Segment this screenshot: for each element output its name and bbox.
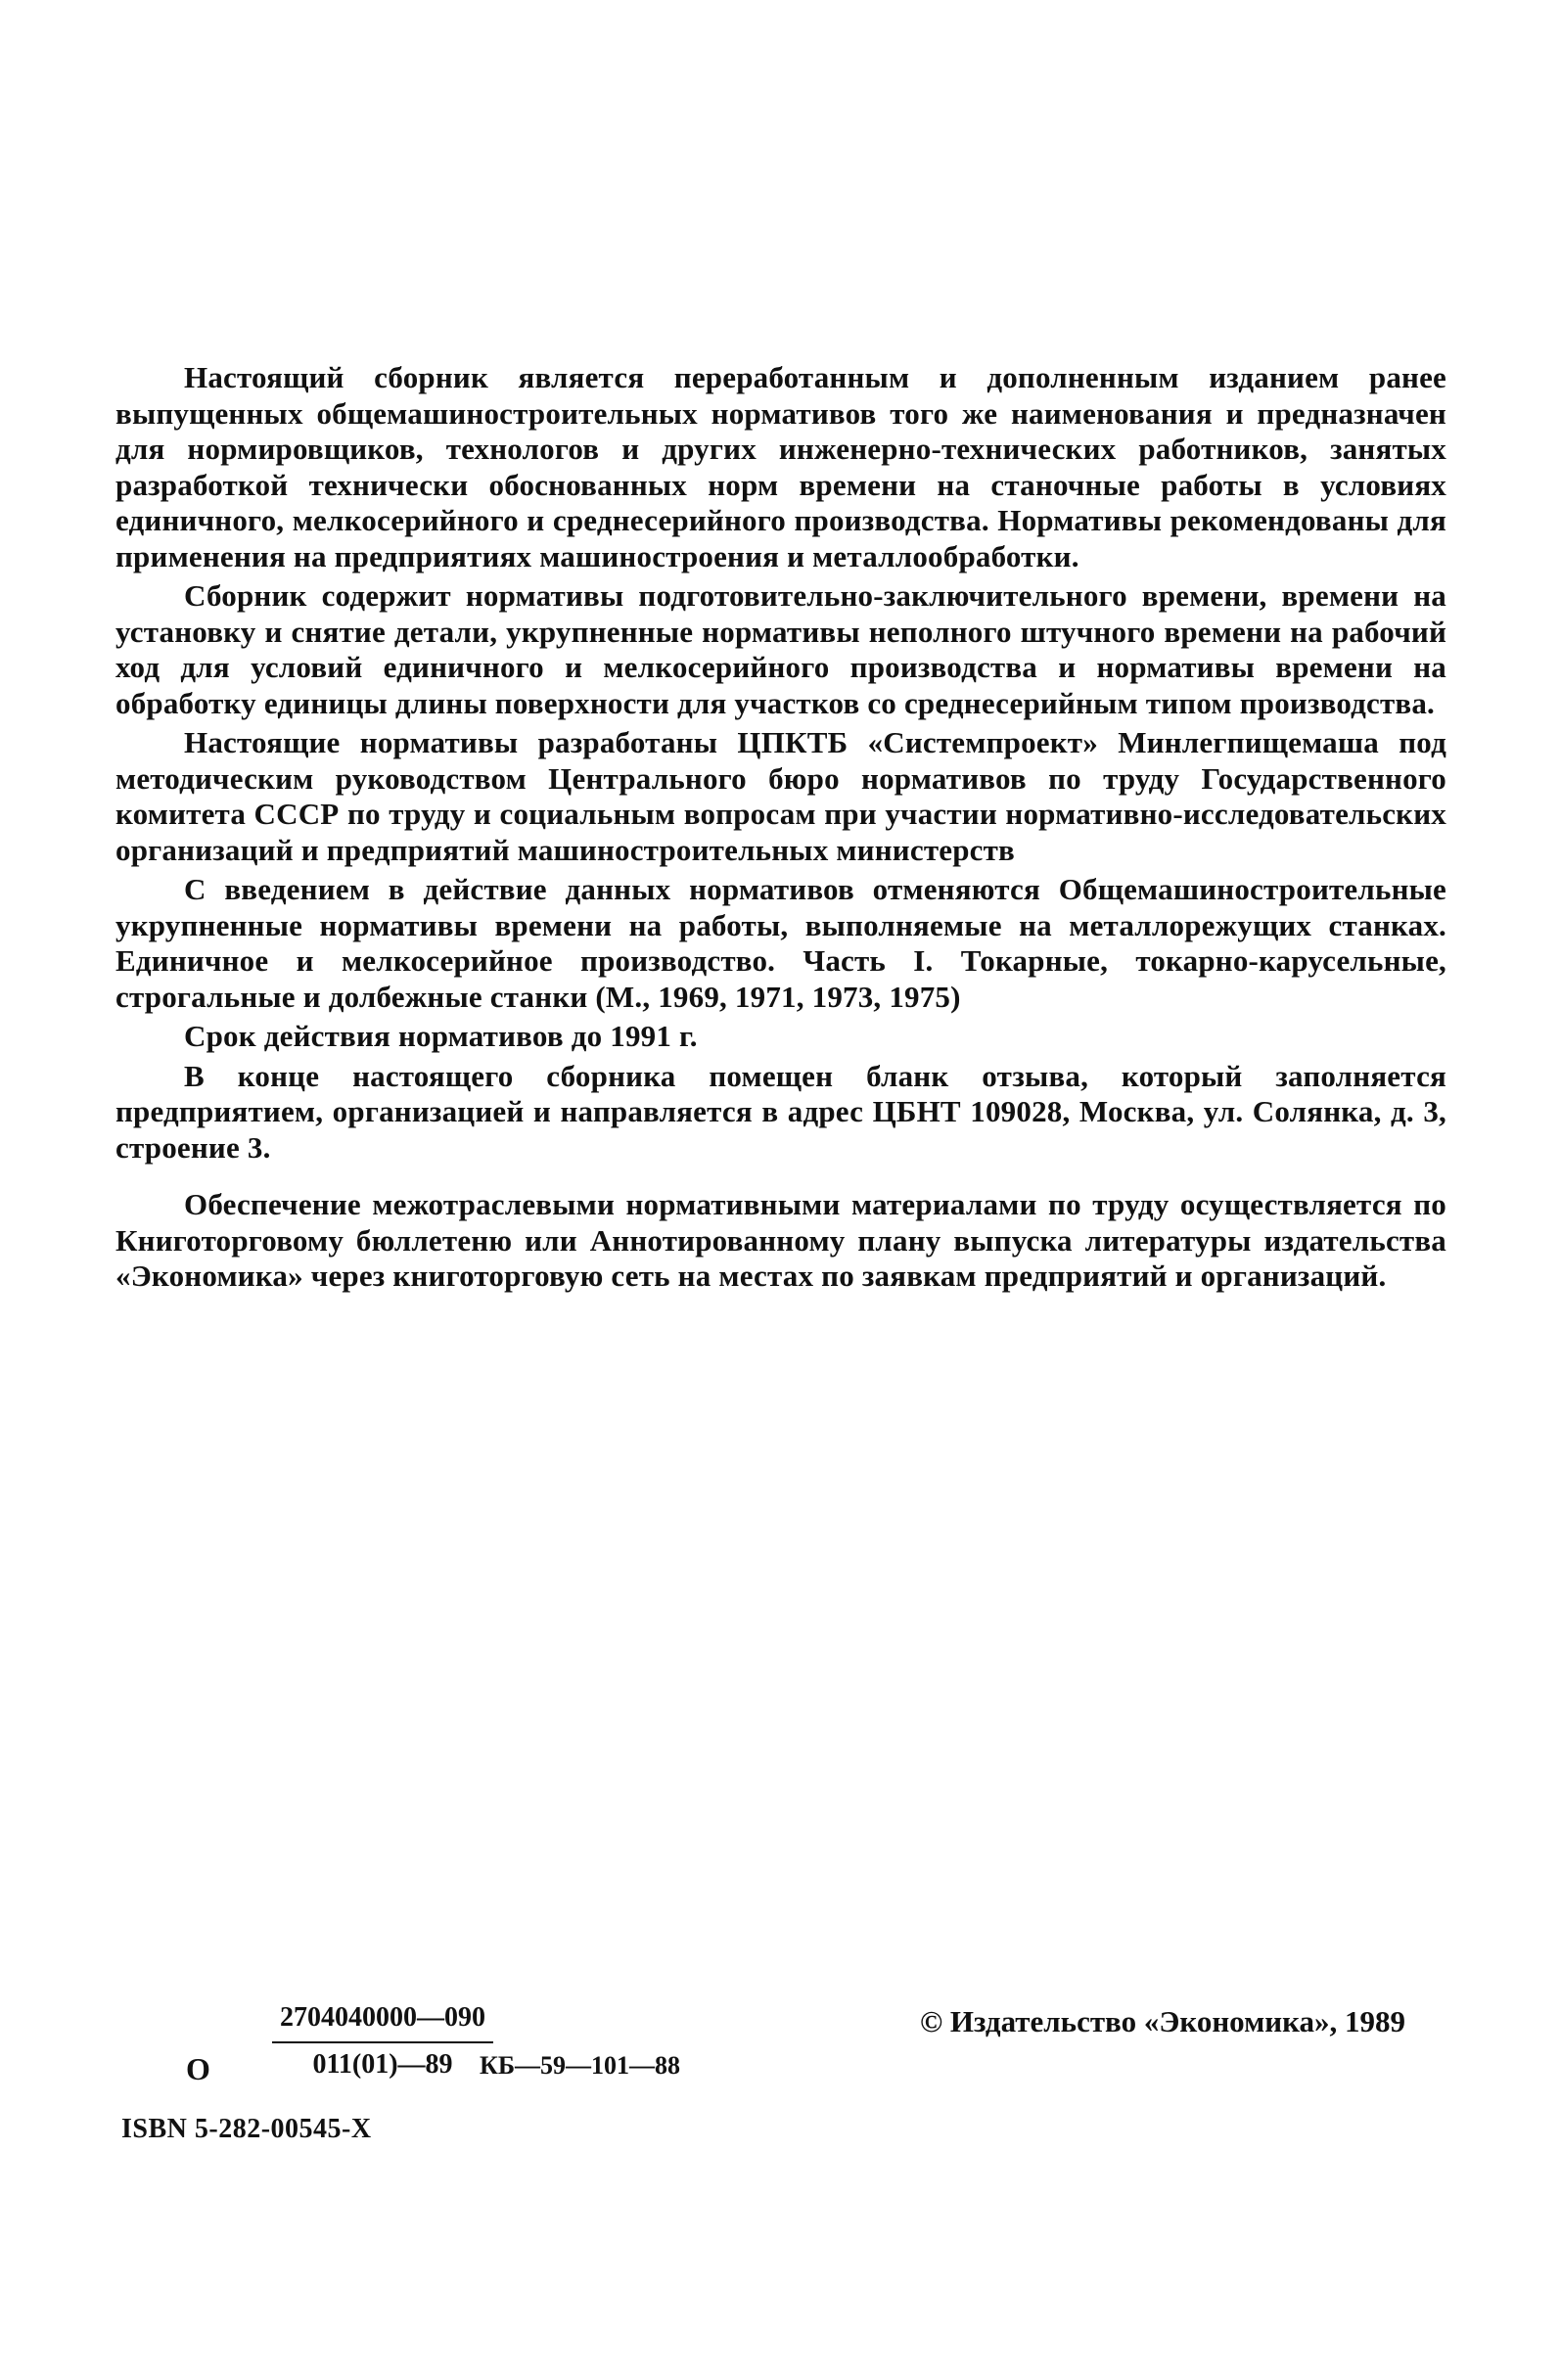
- imprint-kb-code: КБ—59—101—88: [480, 2051, 681, 2080]
- paragraph-authors: Настоящие нормативы разработаны ЦПКТБ «Системпроект» Минлегпищемаша под методическим руководством Центрального бюро нормативов по труду Государственного комитета СССР по труду и социальным вопросам при участии нормативно-исследовательских организаций и предприятий машиностроительных министерств: [115, 725, 1446, 867]
- copyright: © Издательство «Экономика», 1989: [920, 2004, 1405, 2038]
- paragraph-distribution: Обеспечение межотраслевыми нормативными материалами по труду осуществляется по Книготорговому бюллетеню или Аннотированному плану выпуска литературы издательства «Экономика» через книготорговую сеть на местах по заявкам предприятий и организаций.: [115, 1187, 1446, 1293]
- imprint-numerator: 2704040000—090: [272, 2002, 493, 2043]
- imprint-o-letter: О: [186, 2051, 210, 2086]
- isbn: ISBN 5-282-00545-X: [121, 2114, 372, 2144]
- imprint-code-fraction: [272, 2002, 493, 2081]
- imprint-denominator: 011(01)—89: [312, 2049, 453, 2080]
- paragraph-superseded: С введением в действие данных нормативов отменяются Общемашиностроительные укрупненные нормативы времени на работы, выполняемые на металлорежущих станках. Единичное и мелкосерийное производство. Часть I. Токарные, токарно-карусельные, строгальные и долбежные станки (М., 1969, 1971, 1973, 1975): [115, 872, 1446, 1014]
- paragraph-validity: Срок действия нормативов до 1991 г.: [184, 1019, 698, 1053]
- imprint-block: [115, 1996, 1446, 2153]
- paragraph-intro: Настоящий сборник является переработанным и дополненным изданием ранее выпущенных общемашиностроительных нормативов того же наименования и предназначен для нормировщиков, технологов и других инженерно-технических работников, занятых разработкой технически обоснованных норм времени на станочные работы в условиях единичного, мелкосерийного и среднесерийного производства. Нормативы рекомендованы для применения на предприятиях машиностроения и металлообработки.: [115, 360, 1446, 573]
- paragraph-contents: Сборник содержит нормативы подготовительно-заключительного времени, времени на установку и снятие детали, укрупненные нормативы неполного штучного времени на рабочий ход для условий единичного и мелкосерийного производства и нормативы времени на обработку единицы длины поверхности для участков со среднесерийным типом производства.: [115, 578, 1446, 720]
- paragraph-feedback: В конце настоящего сборника помещен бланк отзыва, который заполняется предприятием, организацией и направляется в адрес ЦБНТ 109028, Москва, ул. Солянка, д. 3, строение 3.: [115, 1058, 1446, 1165]
- main-text: [115, 360, 1446, 1299]
